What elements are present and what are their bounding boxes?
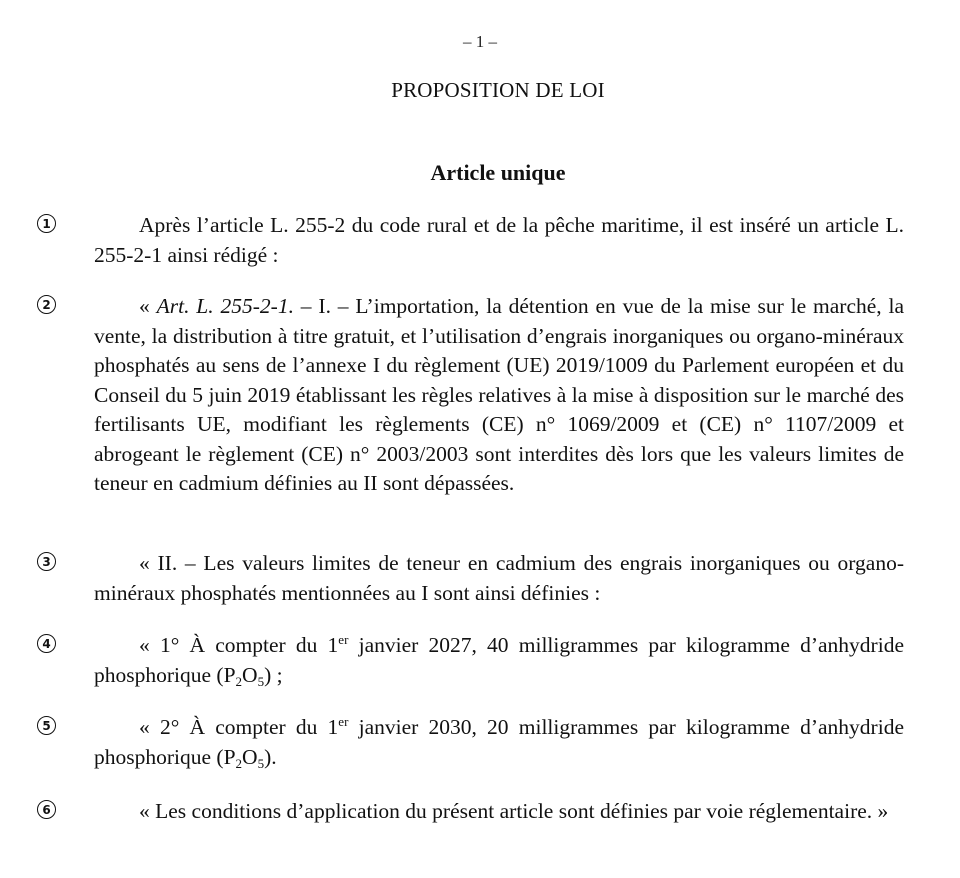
text-run: ). <box>264 744 277 769</box>
text-run: O <box>242 744 258 769</box>
alinea-text: « Les conditions d’application du présent article sont définies par voie réglementaire. » <box>139 799 889 823</box>
subscript: 2 <box>235 755 243 771</box>
alinea-text: « II. – Les valeurs limites de teneur en cadmium des engrais inorganiques ou organo-minéraux phosphatés mentionnées au I sont ainsi définies : <box>94 551 904 605</box>
text-run: janvier 2030, 20 milligrammes par kilogramme d’anhydride phosphorique (P <box>94 715 904 769</box>
alinea-number-6-icon: 6 <box>37 800 56 819</box>
alinea-text: Après l’article L. 255-2 du code rural et de la pêche maritime, il est inséré un article L. 255-2-1 ainsi rédigé : <box>94 213 904 267</box>
alinea-text <box>94 631 904 690</box>
page-number: – 1 – <box>463 32 497 51</box>
alinea-number-1-icon: 1 <box>37 214 56 233</box>
article-reference: Art. L. 255-2-1. <box>156 294 294 318</box>
superscript: er <box>338 632 349 647</box>
alinea-body: – I. – L’importation, la détention en vue de la mise sur le marché, la vente, la distribution à titre gratuit, et l’utilisation d’engrais inorganiques ou organo-minéraux phosphatés au sens de l’annexe I du règlement (UE) 2019/1009 du Parlement européen et du Conseil du 5 juin 2019 établissant les règles relatives à la mise à disposition sur le marché des fertilisants UE, modifiant les règlements (CE) n° 1069/2009 et (CE) n° 1107/2009 et abrogeant le règlement (CE) n° 2003/2003 sont interdites dès lors que les valeurs limites de teneur en cadmium définies au II sont dépassées. <box>94 294 905 495</box>
subscript: 2 <box>235 673 243 689</box>
text-run: O <box>242 662 258 687</box>
document-title: PROPOSITION DE LOI <box>391 78 605 102</box>
alinea-number-5-icon: 5 <box>37 716 56 735</box>
subscript: 5 <box>257 755 265 771</box>
article-heading: Article unique <box>430 160 566 185</box>
alinea-text <box>94 713 904 772</box>
subscript: 5 <box>257 673 265 689</box>
superscript: er <box>338 714 349 729</box>
alinea-number-4-icon: 4 <box>37 634 56 653</box>
text-run: « 1° À compter du 1 <box>139 633 339 657</box>
quote-open: « <box>139 294 157 318</box>
alinea-text <box>94 292 904 499</box>
text-run: ) ; <box>264 662 283 687</box>
text-run: janvier 2027, 40 milligrammes par kilogramme d’anhydride phosphorique (P <box>94 633 904 687</box>
alinea-number-2-icon: 2 <box>37 295 56 314</box>
alinea-number-3-icon: 3 <box>37 552 56 571</box>
text-run: « 2° À compter du 1 <box>139 715 339 739</box>
